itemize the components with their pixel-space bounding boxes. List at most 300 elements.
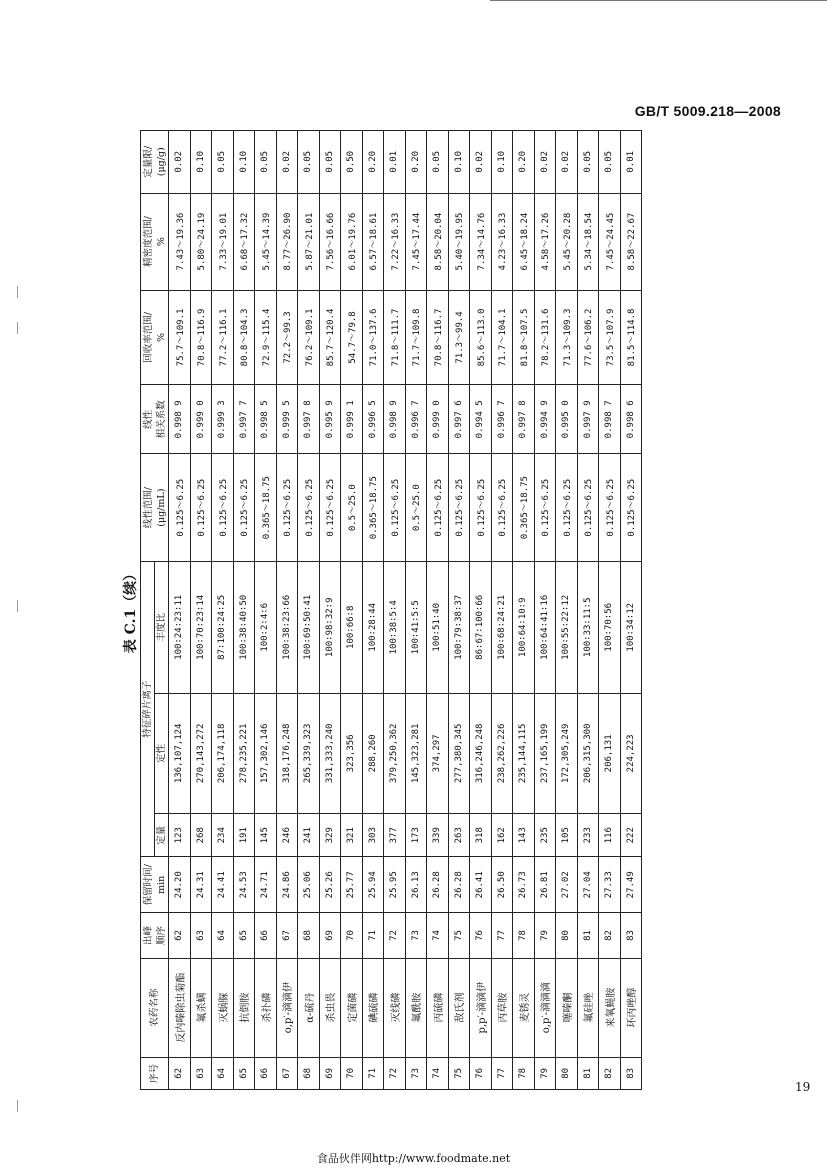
cell-quant-ion: 105 [556, 814, 578, 857]
cell-quant-ion: 191 [233, 814, 255, 857]
cell-abundance-ratio: 100∶70∶23∶14 [190, 562, 212, 693]
header-rt-line2: min [155, 875, 167, 894]
table-row [212, 131, 234, 1090]
cell-correlation: 0.998 7 [599, 385, 621, 454]
cell-name: o,p′-滴滴伊 [276, 958, 298, 1057]
cell-linear-range: 0.125～6.25 [384, 454, 406, 562]
cell-quant-ion: 162 [491, 814, 513, 857]
cell-name: 环丙唑醇 [620, 958, 642, 1057]
cell-precision: 5.45～14.39 [255, 193, 277, 290]
cell-abundance-ratio: 100∶38∶5∶4 [384, 562, 406, 693]
cell-retention-time: 26.13 [405, 857, 427, 913]
cell-recovery: 81.5～114.8 [620, 290, 642, 385]
cell-qual-ions: 206,315,300 [577, 693, 599, 814]
cell-seq: 82 [599, 1057, 621, 1089]
cell-correlation: 0.996 7 [405, 385, 427, 454]
table-row [470, 131, 492, 1090]
cell-qual-ions: 235,144,115 [513, 693, 535, 814]
cell-correlation: 0.999 0 [190, 385, 212, 454]
cell-qual-ions: 206,131 [599, 693, 621, 814]
cell-abundance-ratio: 100∶64∶10∶9 [513, 562, 535, 693]
cell-precision: 6.57～18.61 [362, 193, 384, 290]
header-retention-time [141, 857, 169, 913]
cell-name: 氟酰胺 [405, 958, 427, 1057]
header-rec-line1: 回收率范围/ [142, 312, 154, 363]
cell-recovery: 73.5～107.9 [599, 290, 621, 385]
header-peak-line1: 出峰 [142, 925, 154, 945]
cell-recovery: 71.3～99.4 [448, 290, 470, 385]
cell-recovery: 77.6～106.2 [577, 290, 599, 385]
cell-loq: 0.20 [405, 131, 427, 194]
cell-loq: 0.05 [298, 131, 320, 194]
cell-abundance-ratio: 100∶24∶23∶11 [169, 562, 191, 693]
header-seq: 序号 [141, 1057, 169, 1089]
cell-peak-order: 71 [362, 913, 384, 958]
cell-seq: 72 [384, 1057, 406, 1089]
cell-seq: 62 [169, 1057, 191, 1089]
table-row [384, 131, 406, 1090]
cell-peak-order: 81 [577, 913, 599, 958]
header-prec-line2: % [155, 237, 167, 247]
cell-seq: 76 [470, 1057, 492, 1089]
cell-precision: 7.34～14.76 [470, 193, 492, 290]
table-row [341, 131, 363, 1090]
cell-seq: 78 [513, 1057, 535, 1089]
cell-qual-ions: 224,223 [620, 693, 642, 814]
cell-retention-time: 27.02 [556, 857, 578, 913]
cell-loq: 0.01 [384, 131, 406, 194]
cell-peak-order: 62 [169, 913, 191, 958]
cell-correlation: 0.997 6 [448, 385, 470, 454]
cell-correlation: 0.998 5 [255, 385, 277, 454]
cell-name: p,p′-滴滴伊 [470, 958, 492, 1057]
cell-seq: 77 [491, 1057, 513, 1089]
cell-precision: 6.68～17.32 [233, 193, 255, 290]
cell-retention-time: 26.81 [534, 857, 556, 913]
cell-recovery: 54.7～79.8 [341, 290, 363, 385]
cell-loq: 0.10 [233, 131, 255, 194]
cell-precision: 5.40～19.95 [448, 193, 470, 290]
cell-loq: 0.05 [577, 131, 599, 194]
cell-linear-range: 0.125～6.25 [448, 454, 470, 562]
cell-retention-time: 26.41 [470, 857, 492, 913]
cell-precision: 7.45～24.45 [599, 193, 621, 290]
cell-seq: 68 [298, 1057, 320, 1089]
cell-linear-range: 0.125～6.25 [556, 454, 578, 562]
cell-peak-order: 77 [491, 913, 513, 958]
cell-precision: 5.87～21.01 [298, 193, 320, 290]
cell-correlation: 0.997 7 [233, 385, 255, 454]
cell-abundance-ratio: 86∶67∶100∶66 [470, 562, 492, 693]
cell-abundance-ratio: 100∶66∶8 [341, 562, 363, 693]
cell-quant-ion: 143 [513, 814, 535, 857]
cell-name: 灭线磷 [384, 958, 406, 1057]
page-number: 19 [795, 1080, 811, 1094]
cell-precision: 7.43～19.36 [169, 193, 191, 290]
cell-peak-order: 63 [190, 913, 212, 958]
cell-qual-ions: 316,246,248 [470, 693, 492, 814]
cell-correlation: 0.994 9 [534, 385, 556, 454]
cell-name: 灭蜗脲 [212, 958, 234, 1057]
cell-seq: 71 [362, 1057, 384, 1089]
cell-quant-ion: 241 [298, 814, 320, 857]
cell-loq: 0.20 [362, 131, 384, 194]
table-row [169, 131, 191, 1090]
cell-precision: 7.56～16.66 [319, 193, 341, 290]
table-row [513, 131, 535, 1090]
cell-seq: 83 [620, 1057, 642, 1089]
cell-loq: 0.02 [556, 131, 578, 194]
cell-qual-ions: 136,107,124 [169, 693, 191, 814]
header-lin-line2: (μg/mL) [155, 488, 167, 527]
cell-name: 丙草胺 [491, 958, 513, 1057]
header-loq-line2: (μg/g) [155, 147, 167, 177]
cell-recovery: 80.8～104.3 [233, 290, 255, 385]
cell-recovery: 71.0～137.6 [362, 290, 384, 385]
cell-peak-order: 69 [319, 913, 341, 958]
pesticide-data-table [140, 130, 642, 1090]
cell-loq: 0.05 [212, 131, 234, 194]
table-row [534, 131, 556, 1090]
cell-name: 麦锈灵 [513, 958, 535, 1057]
cell-quant-ion: 234 [212, 814, 234, 857]
cell-linear-range: 0.125～6.25 [577, 454, 599, 562]
cell-quant-ion: 173 [405, 814, 427, 857]
cell-qual-ions: 277,380,345 [448, 693, 470, 814]
cell-precision: 7.45～17.44 [405, 193, 427, 290]
cell-qual-ions: 318,176,248 [276, 693, 298, 814]
cell-seq: 63 [190, 1057, 212, 1089]
cell-name: 来氧蝇胺 [599, 958, 621, 1057]
footer-text: 食品伙伴网http://www.foodmate.net [316, 1152, 511, 1165]
cell-correlation: 0.999 5 [276, 385, 298, 454]
cell-loq: 0.05 [319, 131, 341, 194]
cell-correlation: 0.997 9 [577, 385, 599, 454]
cell-linear-range: 0.125～6.25 [298, 454, 320, 562]
cell-retention-time: 25.26 [319, 857, 341, 913]
cell-recovery: 71.8～111.7 [384, 290, 406, 385]
cell-peak-order: 68 [298, 913, 320, 958]
header-rt-line1: 保留时间/ [142, 864, 154, 906]
cell-abundance-ratio: 100∶98∶32∶9 [319, 562, 341, 693]
cell-linear-range: 0.125～6.25 [169, 454, 191, 562]
cell-peak-order: 67 [276, 913, 298, 958]
table-title: 表 C.1（续） [123, 566, 139, 654]
cell-qual-ions: 331,333,240 [319, 693, 341, 814]
cell-correlation: 0.998 6 [620, 385, 642, 454]
cell-name: 抗倒胺 [233, 958, 255, 1057]
table-body [169, 131, 642, 1090]
cell-linear-range: 0.365～18.75 [513, 454, 535, 562]
cell-abundance-ratio: 100∶64∶41∶16 [534, 562, 556, 693]
cell-seq: 74 [427, 1057, 449, 1089]
cell-quant-ion: 145 [255, 814, 277, 857]
cell-qual-ions: 206,174,118 [212, 693, 234, 814]
cell-qual-ions: 157,302,146 [255, 693, 277, 814]
cell-precision: 6.01～19.76 [341, 193, 363, 290]
cell-quant-ion: 123 [169, 814, 191, 857]
cell-correlation: 0.999 0 [427, 385, 449, 454]
cell-qual-ions: 323,356 [341, 693, 363, 814]
cell-recovery: 72.2～99.3 [276, 290, 298, 385]
cell-correlation: 0.995 0 [556, 385, 578, 454]
cell-correlation: 0.999 1 [341, 385, 363, 454]
header-prec-line1: 精密度范围/ [142, 216, 154, 267]
cell-recovery: 75.7～109.1 [169, 290, 191, 385]
cell-retention-time: 27.49 [620, 857, 642, 913]
cell-qual-ions: 238,262,226 [491, 693, 513, 814]
header-ratio: 丰度比 [155, 562, 169, 693]
cell-linear-range: 0.125～6.25 [319, 454, 341, 562]
cell-seq: 81 [577, 1057, 599, 1089]
binding-mark [17, 1100, 18, 1112]
cell-precision: 8.58～22.67 [620, 193, 642, 290]
cell-loq: 0.20 [513, 131, 535, 194]
header-peak-order [141, 913, 169, 958]
cell-retention-time: 25.94 [362, 857, 384, 913]
cell-retention-time: 26.28 [448, 857, 470, 913]
cell-abundance-ratio: 87∶100∶24∶25 [212, 562, 234, 693]
cell-abundance-ratio: 100∶55∶22∶12 [556, 562, 578, 693]
header-loq [141, 131, 169, 194]
cell-name: 杀虫畏 [319, 958, 341, 1057]
cell-seq: 67 [276, 1057, 298, 1089]
cell-seq: 70 [341, 1057, 363, 1089]
cell-loq: 0.02 [276, 131, 298, 194]
cell-linear-range: 0.365～18.75 [362, 454, 384, 562]
cell-correlation: 0.994 5 [470, 385, 492, 454]
cell-seq: 65 [233, 1057, 255, 1089]
cell-retention-time: 25.06 [298, 857, 320, 913]
table-row [233, 131, 255, 1090]
cell-abundance-ratio: 100∶38∶40∶50 [233, 562, 255, 693]
cell-linear-range: 0.125～6.25 [534, 454, 556, 562]
cell-peak-order: 78 [513, 913, 535, 958]
cell-recovery: 72.9～115.4 [255, 290, 277, 385]
cell-linear-range: 0.125～6.25 [190, 454, 212, 562]
cell-seq: 75 [448, 1057, 470, 1089]
cell-linear-range: 0.125～6.25 [427, 454, 449, 562]
cell-precision: 6.45～18.24 [513, 193, 535, 290]
cell-correlation: 0.996 5 [362, 385, 384, 454]
cell-abundance-ratio: 100∶38∶23∶66 [276, 562, 298, 693]
cell-loq: 0.05 [427, 131, 449, 194]
cell-abundance-ratio: 100∶51∶40 [427, 562, 449, 693]
binding-mark [17, 286, 18, 298]
cell-recovery: 78.2～131.6 [534, 290, 556, 385]
cell-precision: 8.77～26.90 [276, 193, 298, 290]
table-row [556, 131, 578, 1090]
cell-correlation: 0.995 9 [319, 385, 341, 454]
table-row [405, 131, 427, 1090]
cell-qual-ions: 270,143,272 [190, 693, 212, 814]
cell-linear-range: 0.125～6.25 [212, 454, 234, 562]
cell-retention-time: 24.71 [255, 857, 277, 913]
cell-name: 噻嗪酮 [556, 958, 578, 1057]
table-row [255, 131, 277, 1090]
standard-code: GB/T 5009.218—2008 [634, 103, 781, 119]
header-rec-line2: % [155, 332, 167, 342]
cell-retention-time: 24.20 [169, 857, 191, 913]
cell-name: 敌氏剂 [448, 958, 470, 1057]
header-peak-line2: 顺序 [155, 925, 167, 945]
cell-name: o,p′-滴滴滴 [534, 958, 556, 1057]
cell-peak-order: 64 [212, 913, 234, 958]
cell-peak-order: 80 [556, 913, 578, 958]
cell-recovery: 85.6～113.0 [470, 290, 492, 385]
cell-peak-order: 79 [534, 913, 556, 958]
cell-seq: 73 [405, 1057, 427, 1089]
cell-seq: 64 [212, 1057, 234, 1089]
cell-abundance-ratio: 100∶2∶4∶6 [255, 562, 277, 693]
header-corr-line2: 相关系数 [155, 400, 167, 439]
cell-qual-ions: 237,165,199 [534, 693, 556, 814]
cell-quant-ion: 235 [534, 814, 556, 857]
cell-abundance-ratio: 100∶68∶24∶21 [491, 562, 513, 693]
cell-qual-ions: 288,260 [362, 693, 384, 814]
cell-quant-ion: 303 [362, 814, 384, 857]
cell-loq: 0.10 [491, 131, 513, 194]
cell-correlation: 0.998 9 [169, 385, 191, 454]
table-row [491, 131, 513, 1090]
cell-abundance-ratio: 100∶79∶38∶37 [448, 562, 470, 693]
cell-recovery: 85.7～120.4 [319, 290, 341, 385]
cell-correlation: 0.997 8 [298, 385, 320, 454]
cell-peak-order: 74 [427, 913, 449, 958]
cell-precision: 5.45～20.28 [556, 193, 578, 290]
cell-abundance-ratio: 100∶33∶11∶5 [577, 562, 599, 693]
table-row [190, 131, 212, 1090]
cell-precision: 5.80～24.19 [190, 193, 212, 290]
cell-retention-time: 26.28 [427, 857, 449, 913]
cell-recovery: 71.7～104.1 [491, 290, 513, 385]
cell-quant-ion: 246 [276, 814, 298, 857]
cell-quant-ion: 263 [448, 814, 470, 857]
cell-peak-order: 65 [233, 913, 255, 958]
cell-quant-ion: 233 [577, 814, 599, 857]
cell-abundance-ratio: 100∶41∶5∶5 [405, 562, 427, 693]
header-linear-range [141, 454, 169, 562]
cell-loq: 0.01 [620, 131, 642, 194]
cell-loq: 0.10 [448, 131, 470, 194]
header-recovery [141, 290, 169, 385]
cell-peak-order: 70 [341, 913, 363, 958]
cell-linear-range: 0.125～6.25 [599, 454, 621, 562]
cell-loq: 0.05 [255, 131, 277, 194]
cell-quant-ion: 268 [190, 814, 212, 857]
cell-quant-ion: 321 [341, 814, 363, 857]
cell-retention-time: 25.95 [384, 857, 406, 913]
cell-precision: 7.33～19.01 [212, 193, 234, 290]
cell-recovery: 71.3～109.3 [556, 290, 578, 385]
header-precision [141, 193, 169, 290]
table-row [319, 131, 341, 1090]
cell-qual-ions: 145,323,281 [405, 693, 427, 814]
cell-precision: 5.34～18.54 [577, 193, 599, 290]
cell-loq: 0.02 [169, 131, 191, 194]
cell-precision: 4.23～16.33 [491, 193, 513, 290]
cell-precision: 8.58～20.04 [427, 193, 449, 290]
header-lin-line1: 线性范围/ [142, 487, 154, 529]
cell-quant-ion: 222 [620, 814, 642, 857]
cell-name: 杀扑磷 [255, 958, 277, 1057]
cell-qual-ions: 379,250,362 [384, 693, 406, 814]
table-row [620, 131, 642, 1090]
cell-linear-range: 0.365～18.75 [255, 454, 277, 562]
cell-peak-order: 76 [470, 913, 492, 958]
cell-precision: 7.22～16.33 [384, 193, 406, 290]
header-qual: 定性 [155, 693, 169, 814]
cell-retention-time: 27.33 [599, 857, 621, 913]
cell-loq: 0.50 [341, 131, 363, 194]
cell-retention-time: 25.77 [341, 857, 363, 913]
cell-name: α-硫丹 [298, 958, 320, 1057]
cell-correlation: 0.997 8 [513, 385, 535, 454]
cell-correlation: 0.996 7 [491, 385, 513, 454]
cell-retention-time: 26.73 [513, 857, 535, 913]
cell-quant-ion: 339 [427, 814, 449, 857]
header-name: 农药名称 [141, 958, 169, 1057]
cell-loq: 0.10 [190, 131, 212, 194]
cell-name: 氟杀螨 [190, 958, 212, 1057]
cell-quant-ion: 116 [599, 814, 621, 857]
cell-retention-time: 26.50 [491, 857, 513, 913]
cell-retention-time: 24.53 [233, 857, 255, 913]
cell-quant-ion: 329 [319, 814, 341, 857]
cell-recovery: 70.8～116.7 [427, 290, 449, 385]
cell-recovery: 76.2～109.1 [298, 290, 320, 385]
cell-recovery: 81.8～107.5 [513, 290, 535, 385]
cell-peak-order: 73 [405, 913, 427, 958]
cell-correlation: 0.998 9 [384, 385, 406, 454]
table-row [362, 131, 384, 1090]
cell-peak-order: 83 [620, 913, 642, 958]
header-corr-line1: 线性 [142, 409, 154, 429]
cell-qual-ions: 374,297 [427, 693, 449, 814]
header-loq-line1: 定量限/ [142, 145, 154, 178]
cell-name: 反内嗪除虫菊酯 [169, 958, 191, 1057]
table-row [448, 131, 470, 1090]
cell-retention-time: 27.04 [577, 857, 599, 913]
cell-linear-range: 0.125～6.25 [491, 454, 513, 562]
rotated-table-block [118, 130, 827, 1090]
cell-seq: 69 [319, 1057, 341, 1089]
cell-loq: 0.02 [470, 131, 492, 194]
cell-linear-range: 0.125～6.25 [470, 454, 492, 562]
cell-loq: 0.02 [534, 131, 556, 194]
header-rule [490, 0, 827, 1]
cell-abundance-ratio: 100∶69∶50∶41 [298, 562, 320, 693]
cell-seq: 80 [556, 1057, 578, 1089]
header-correlation [141, 385, 169, 454]
cell-recovery: 71.7～109.8 [405, 290, 427, 385]
cell-retention-time: 24.86 [276, 857, 298, 913]
table-row [298, 131, 320, 1090]
cell-name: 氟硅唑 [577, 958, 599, 1057]
cell-loq: 0.05 [599, 131, 621, 194]
table-row [276, 131, 298, 1090]
header-quant: 定量 [155, 814, 169, 857]
cell-linear-range: 0.125～6.25 [620, 454, 642, 562]
binding-mark [17, 322, 18, 334]
cell-retention-time: 24.31 [190, 857, 212, 913]
table-row [427, 131, 449, 1090]
cell-recovery: 70.8～116.9 [190, 290, 212, 385]
cell-correlation: 0.999 3 [212, 385, 234, 454]
cell-peak-order: 72 [384, 913, 406, 958]
cell-abundance-ratio: 100∶70∶56 [599, 562, 621, 693]
cell-linear-range: 0.5～25.0 [405, 454, 427, 562]
